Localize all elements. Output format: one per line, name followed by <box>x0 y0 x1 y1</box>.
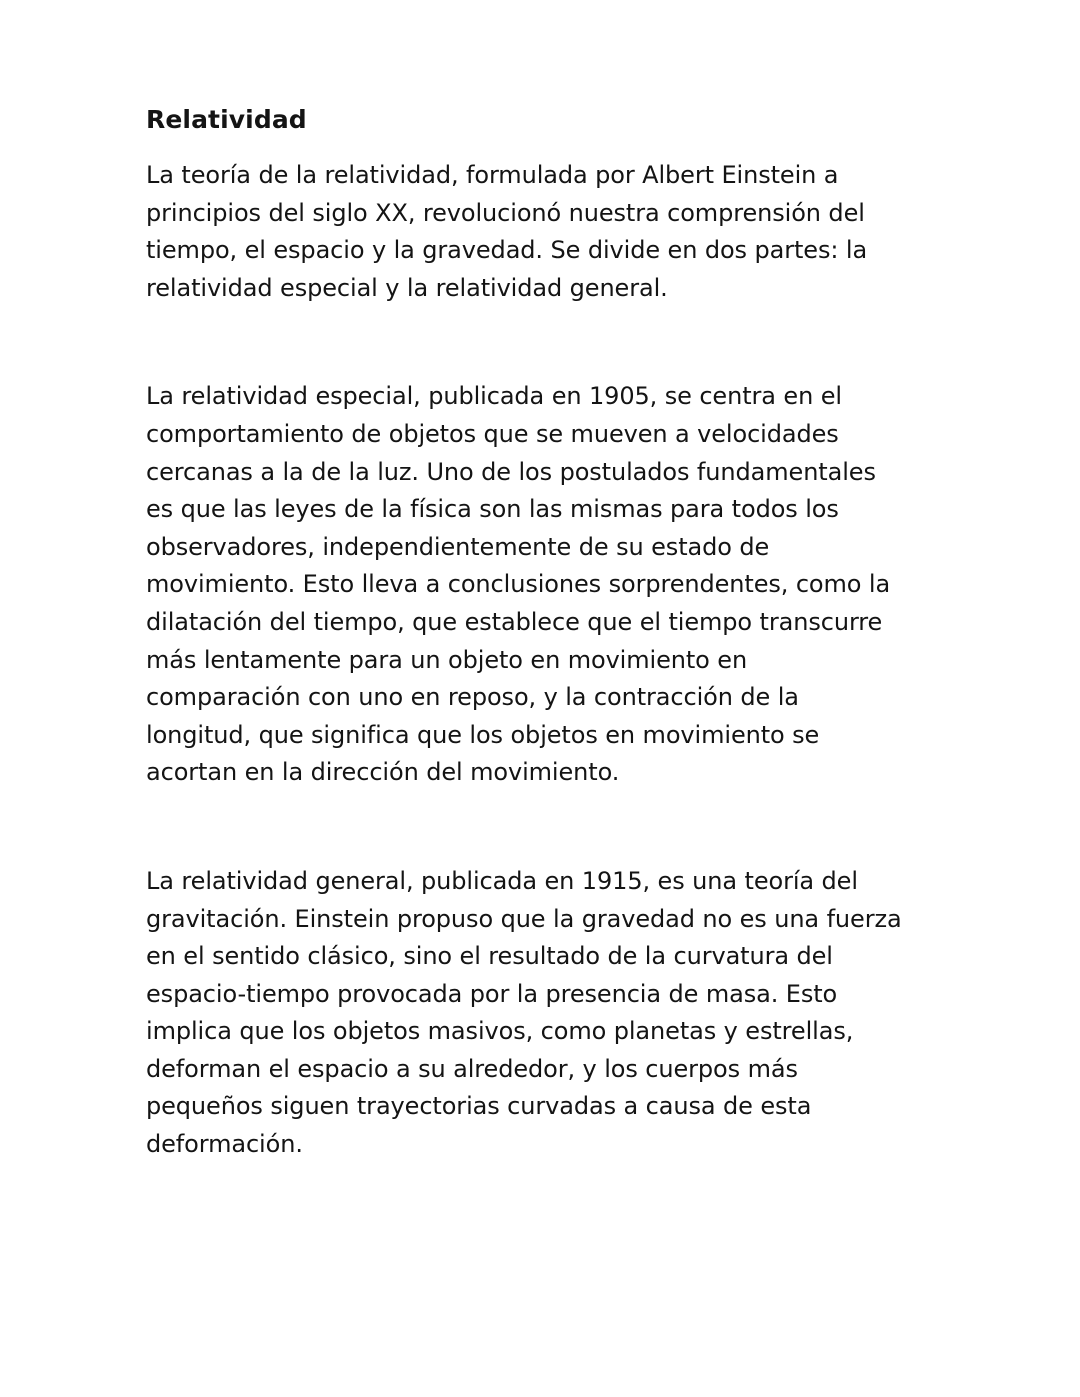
document-title: Relatividad <box>146 105 307 134</box>
paragraph-general-relativity: La relatividad general, publicada en 1915, es una teoría del gravitación. Einstein propuso que la gravedad no es una fuerza en el sentido clásico, sino el resultado de la curvatura del espacio-tiempo provocada por la presencia de masa. Esto implica que los objetos masivos, como planetas y estrellas, deforman el espacio a su alrededor, y los cuerpos más pequeños siguen trayectorias curvadas a causa de esta deformación. <box>146 866 902 1159</box>
paragraph-intro: La teoría de la relatividad, formulada por Albert Einstein a principios del siglo XX, revolucionó nuestra comprensión del tiempo, el espacio y la gravedad. Se divide en dos partes: la relatividad especial y la relatividad general. <box>146 161 868 302</box>
paragraph-special-relativity: La relatividad especial, publicada en 1905, se centra en el comportamiento de objetos que se mueven a velocidades cercanas a la de la luz. Uno de los postulados fundamentales es que las leyes de la física son las mismas para todos los observadores, independientemente de su estado de movimiento. Esto lleva a conclusiones sorprendentes, como la dilatación del tiempo, que establece que el tiempo transcurre más lentamente para un objeto en movimiento en comparación con uno en reposo, y la contracción de la longitud, que significa que los objetos en movimiento se acortan en la dirección del movimiento. <box>146 382 891 787</box>
document-page <box>146 102 906 1164</box>
